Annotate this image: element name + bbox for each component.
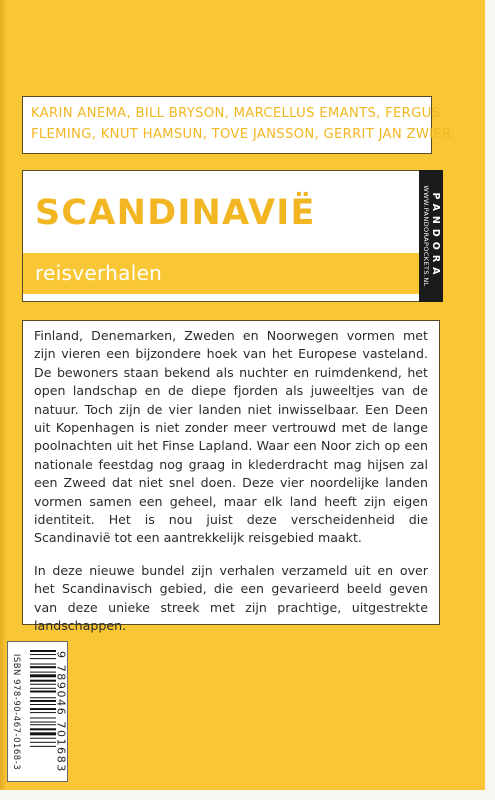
barcode-bar xyxy=(30,700,56,702)
barcode-bar xyxy=(30,680,56,682)
barcode-bar xyxy=(30,688,56,689)
blurb-paragraph-2: In deze nieuwe bundel zijn verhalen verzameld uit en over het Scandinavisch gebied, die een gevarieerd beeld geven van deze unieke streek met zijn prachtige, uitgestrekte landschappen. xyxy=(34,562,428,634)
barcode-bar xyxy=(30,724,56,725)
author-line-2: FLEMING, KNUT HAMSUN, TOVE JANSSON, GERRIT JAN ZWIER xyxy=(31,127,452,142)
blurb-paragraph-1: Finland, Denemarken, Zweden en Noorwegen vormen met zijn vieren een bijzondere hoek van het Europese vasteland. De bewoners staan bekend als nuchter en ruimdenkend, het open landschap en de diepe fjorden als juweeltjes van de natuur. Toch zijn de vier landen niet inwisselbaar. Een Deen uit Kopenhagen is niet zonder meer vertrouwd met de lange poolnachten uit het Finse Lapland. Waar een Noor zich op een nationale feestdag nog graag in klederdracht mag hijsen zal een Zweed dat niet snel doen. Deze vier noordelijke landen vormen samen een geheel, maar elk land heeft zijn eigen identiteit. Het is nou juist deze verscheidenheid die Scandinavië tot een aantrekkelijk reisgebied maakt. xyxy=(34,328,428,546)
barcode xyxy=(7,641,68,782)
barcode-bar xyxy=(30,746,56,747)
blurb-panel xyxy=(22,320,440,634)
publisher-tab xyxy=(419,170,443,302)
barcode-bar xyxy=(30,742,56,743)
barcode-bar xyxy=(30,722,56,723)
barcode-bar xyxy=(30,732,56,735)
barcode-bar xyxy=(30,728,56,730)
publisher-url: WWW.PANDORAPOCKETS.NL xyxy=(422,185,431,287)
book-subtitle: reisverhalen xyxy=(35,261,163,285)
book-title: SCANDINAVIË xyxy=(35,193,316,233)
author-line-1: KARIN ANEMA, BILL BRYSON, MARCELLUS EMANTS, FERGUS xyxy=(31,106,441,121)
barcode-bar xyxy=(30,708,56,710)
isbn-label: ISBN 978-90-467-0168-3 xyxy=(10,653,21,770)
barcode-bar xyxy=(30,658,56,659)
title-panel xyxy=(22,170,420,302)
barcode-bar xyxy=(30,684,56,685)
barcode-bar xyxy=(30,672,56,673)
publisher-name: PANDORA xyxy=(430,192,442,280)
publisher-rotated xyxy=(419,170,443,302)
barcode-bar xyxy=(30,666,56,668)
barcode-bar xyxy=(30,697,56,698)
barcode-digits: 9 789046 701683 xyxy=(54,650,67,773)
barcode-bar xyxy=(30,654,56,655)
barcode-bar xyxy=(30,674,56,677)
barcode-bar xyxy=(30,664,56,665)
barcode-bar xyxy=(30,712,56,713)
barcode-bar xyxy=(30,718,56,719)
author-list xyxy=(22,96,452,154)
subtitle-band xyxy=(23,253,419,294)
barcode-bar xyxy=(30,738,56,739)
barcode-bar xyxy=(30,704,56,705)
barcode-bar xyxy=(30,691,56,693)
spine-shadow xyxy=(0,0,7,790)
barcode-bar xyxy=(30,650,56,652)
